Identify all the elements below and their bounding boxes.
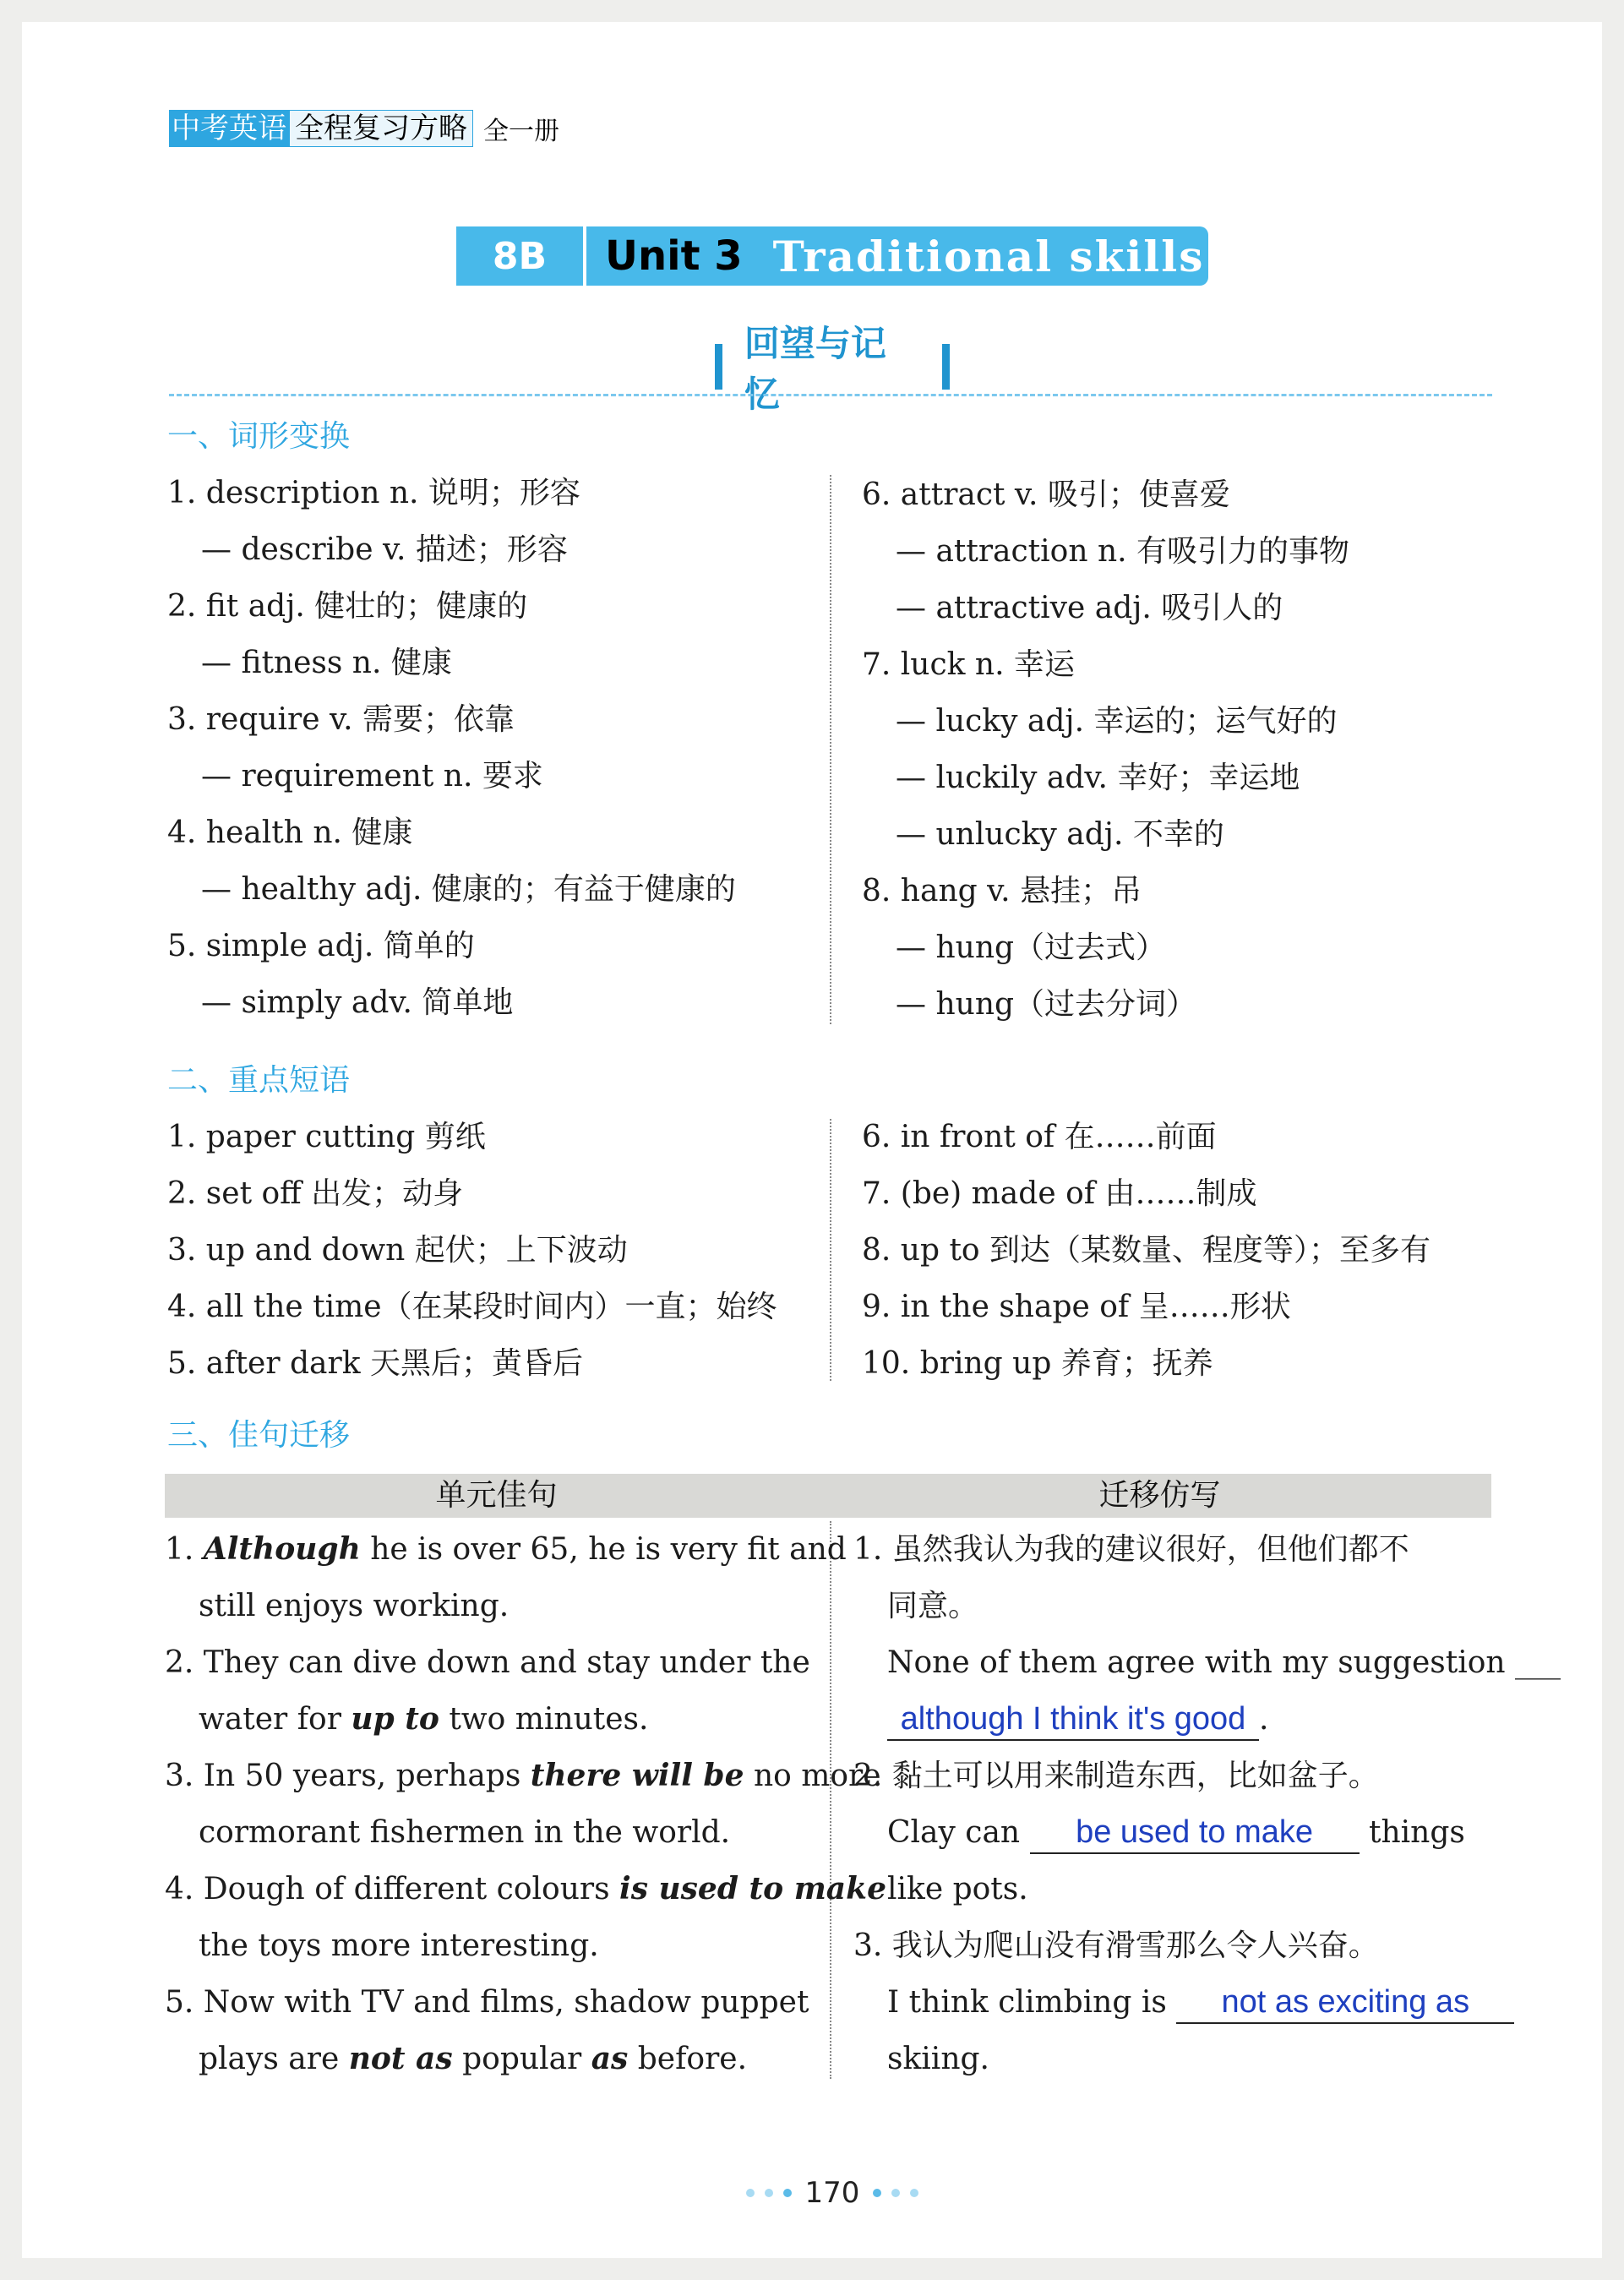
word-form-entry: — hung（过去式） [896, 930, 1167, 965]
title-bar-right [942, 344, 950, 390]
word-form-entry: — attractive adj. 吸引人的 [896, 591, 1283, 625]
word-form-entry: — fitness n. 健康 [201, 646, 452, 680]
book-title: 全程复习方略 [289, 110, 473, 147]
phrase-entry: 7. (be) made of 由……制成 [862, 1176, 1257, 1211]
word-form-entry: — describe v. 描述；形容 [201, 532, 568, 567]
phrase-entry: 1. paper cutting 剪纸 [167, 1120, 486, 1154]
example-2: 2. They can dive down and stay under the [165, 1645, 810, 1680]
phrases-right [862, 1109, 1431, 1392]
book-series: 中考英语 [169, 110, 289, 147]
heading-key-phrases: 二、重点短语 [167, 1063, 351, 1098]
phrase-entry: 2. set off 出发；动身 [167, 1176, 464, 1211]
phrase-entry: 9. in the shape of 呈……形状 [862, 1290, 1291, 1324]
word-form-entry: — attraction n. 有吸引力的事物 [896, 534, 1350, 569]
word-form-entry: — lucky adj. 幸运的；运气好的 [896, 704, 1338, 739]
word-form-entry: — requirement n. 要求 [201, 759, 543, 794]
volume-label: 全一册 [483, 117, 559, 146]
column-divider [830, 1119, 831, 1381]
word-form-entry: 2. fit adj. 健壮的；健康的 [167, 589, 528, 624]
example-1: 1. Although he is over 65, he is very fit and [165, 1531, 847, 1567]
column-divider [830, 1521, 831, 2079]
phrase-entry: 10. bring up 养育；抚养 [862, 1346, 1213, 1381]
practice-sentences: 1. 虽然我认为我的建议很好，但他们都不 同意。 None of them agree with my suggestion ___ although I think it's good . 2. 黏土可以用来制造东西，比如盆子。 Clay can be used to make things like pots. 3. 我认为爬山没有滑雪那么令人兴奋。 I think climbing is not as exciting as skiing. [853, 1521, 1496, 2087]
practice-1: 1. 虽然我认为我的建议很好，但他们都不 [853, 1532, 1409, 1567]
example-4: 4. Dough of different colours is used to make [165, 1871, 886, 1906]
col-unit-sentences: 单元佳句 [435, 1478, 558, 1513]
example-5: 5. Now with TV and films, shadow puppet [165, 1985, 809, 2020]
unit-label: Unit 3 [583, 226, 761, 286]
phrase-entry: 3. up and down 起伏；上下波动 [167, 1233, 628, 1268]
word-form-entry: — hung（过去分词） [896, 987, 1197, 1022]
example-sentences: 1. Although he is over 65, he is very fit and still enjoys working. 2. They can dive down and stay under the water for up to two minutes. 3. In 50 years, perhaps there will be no more cormorant fishermen in the world. 4. Dough of different colours is used to make the toys more interesting. 5. Now with TV and films, shadow puppet plays are not as popular as before. [165, 1521, 807, 2087]
phrases-left [167, 1109, 777, 1392]
word-forms-right [862, 466, 1349, 1033]
col-practice: 迁移仿写 [1098, 1478, 1221, 1513]
example-3: 3. In 50 years, perhaps there will be no more [165, 1758, 881, 1793]
word-form-entry: 6. attract v. 吸引；使喜爱 [862, 477, 1230, 512]
word-form-entry: 4. health n. 健康 [167, 815, 413, 850]
heading-sentences: 三、佳句迁移 [167, 1418, 351, 1453]
unit-title: Traditional skills [761, 226, 1208, 286]
word-form-entry: — luckily adv. 幸好；幸运地 [896, 761, 1300, 795]
word-form-entry: 7. luck n. 幸运 [862, 647, 1075, 682]
practice-2: 2. 黏土可以用来制造东西，比如盆子。 [853, 1759, 1379, 1793]
title-bar-left [715, 344, 722, 390]
word-form-entry: 3. require v. 需要；依靠 [167, 702, 515, 737]
table-header [165, 1474, 1491, 1518]
word-form-entry: — healthy adj. 健康的；有益于健康的 [201, 872, 736, 907]
answer-2: be used to make [1030, 1812, 1360, 1854]
unit-code: 8B [456, 226, 583, 286]
word-forms-left [167, 465, 736, 1031]
answer-1: although I think it's good [887, 1699, 1259, 1741]
practice-3: 3. 我认为爬山没有滑雪那么令人兴奋。 [853, 1928, 1379, 1963]
column-divider [830, 475, 831, 1024]
page-footer [727, 2172, 938, 2214]
word-form-entry: 8. hang v. 悬挂；吊 [862, 874, 1142, 908]
phrase-entry: 4. all the time（在某段时间内）一直；始终 [167, 1290, 777, 1324]
section-title [693, 323, 972, 415]
dashed-divider [169, 394, 1492, 396]
book-tag [169, 110, 559, 147]
phrase-entry: 6. in front of 在……前面 [862, 1120, 1217, 1154]
phrase-entry: 5. after dark 天黑后；黄昏后 [167, 1346, 583, 1381]
word-form-entry: — simply adv. 简单地 [201, 985, 514, 1020]
answer-3: not as exciting as [1176, 1982, 1514, 2024]
phrase-entry: 8. up to 到达（某数量、程度等）；至多有 [862, 1233, 1431, 1268]
word-form-entry: 5. simple adj. 简单的 [167, 929, 475, 963]
heading-word-forms: 一、词形变换 [167, 419, 351, 454]
word-form-entry: 1. description n. 说明；形容 [167, 476, 580, 510]
section-title-text: 回望与记忆 [744, 323, 886, 415]
page-number: 170 [804, 2176, 860, 2210]
word-form-entry: — unlucky adj. 不幸的 [896, 817, 1224, 852]
unit-banner [456, 226, 1208, 286]
